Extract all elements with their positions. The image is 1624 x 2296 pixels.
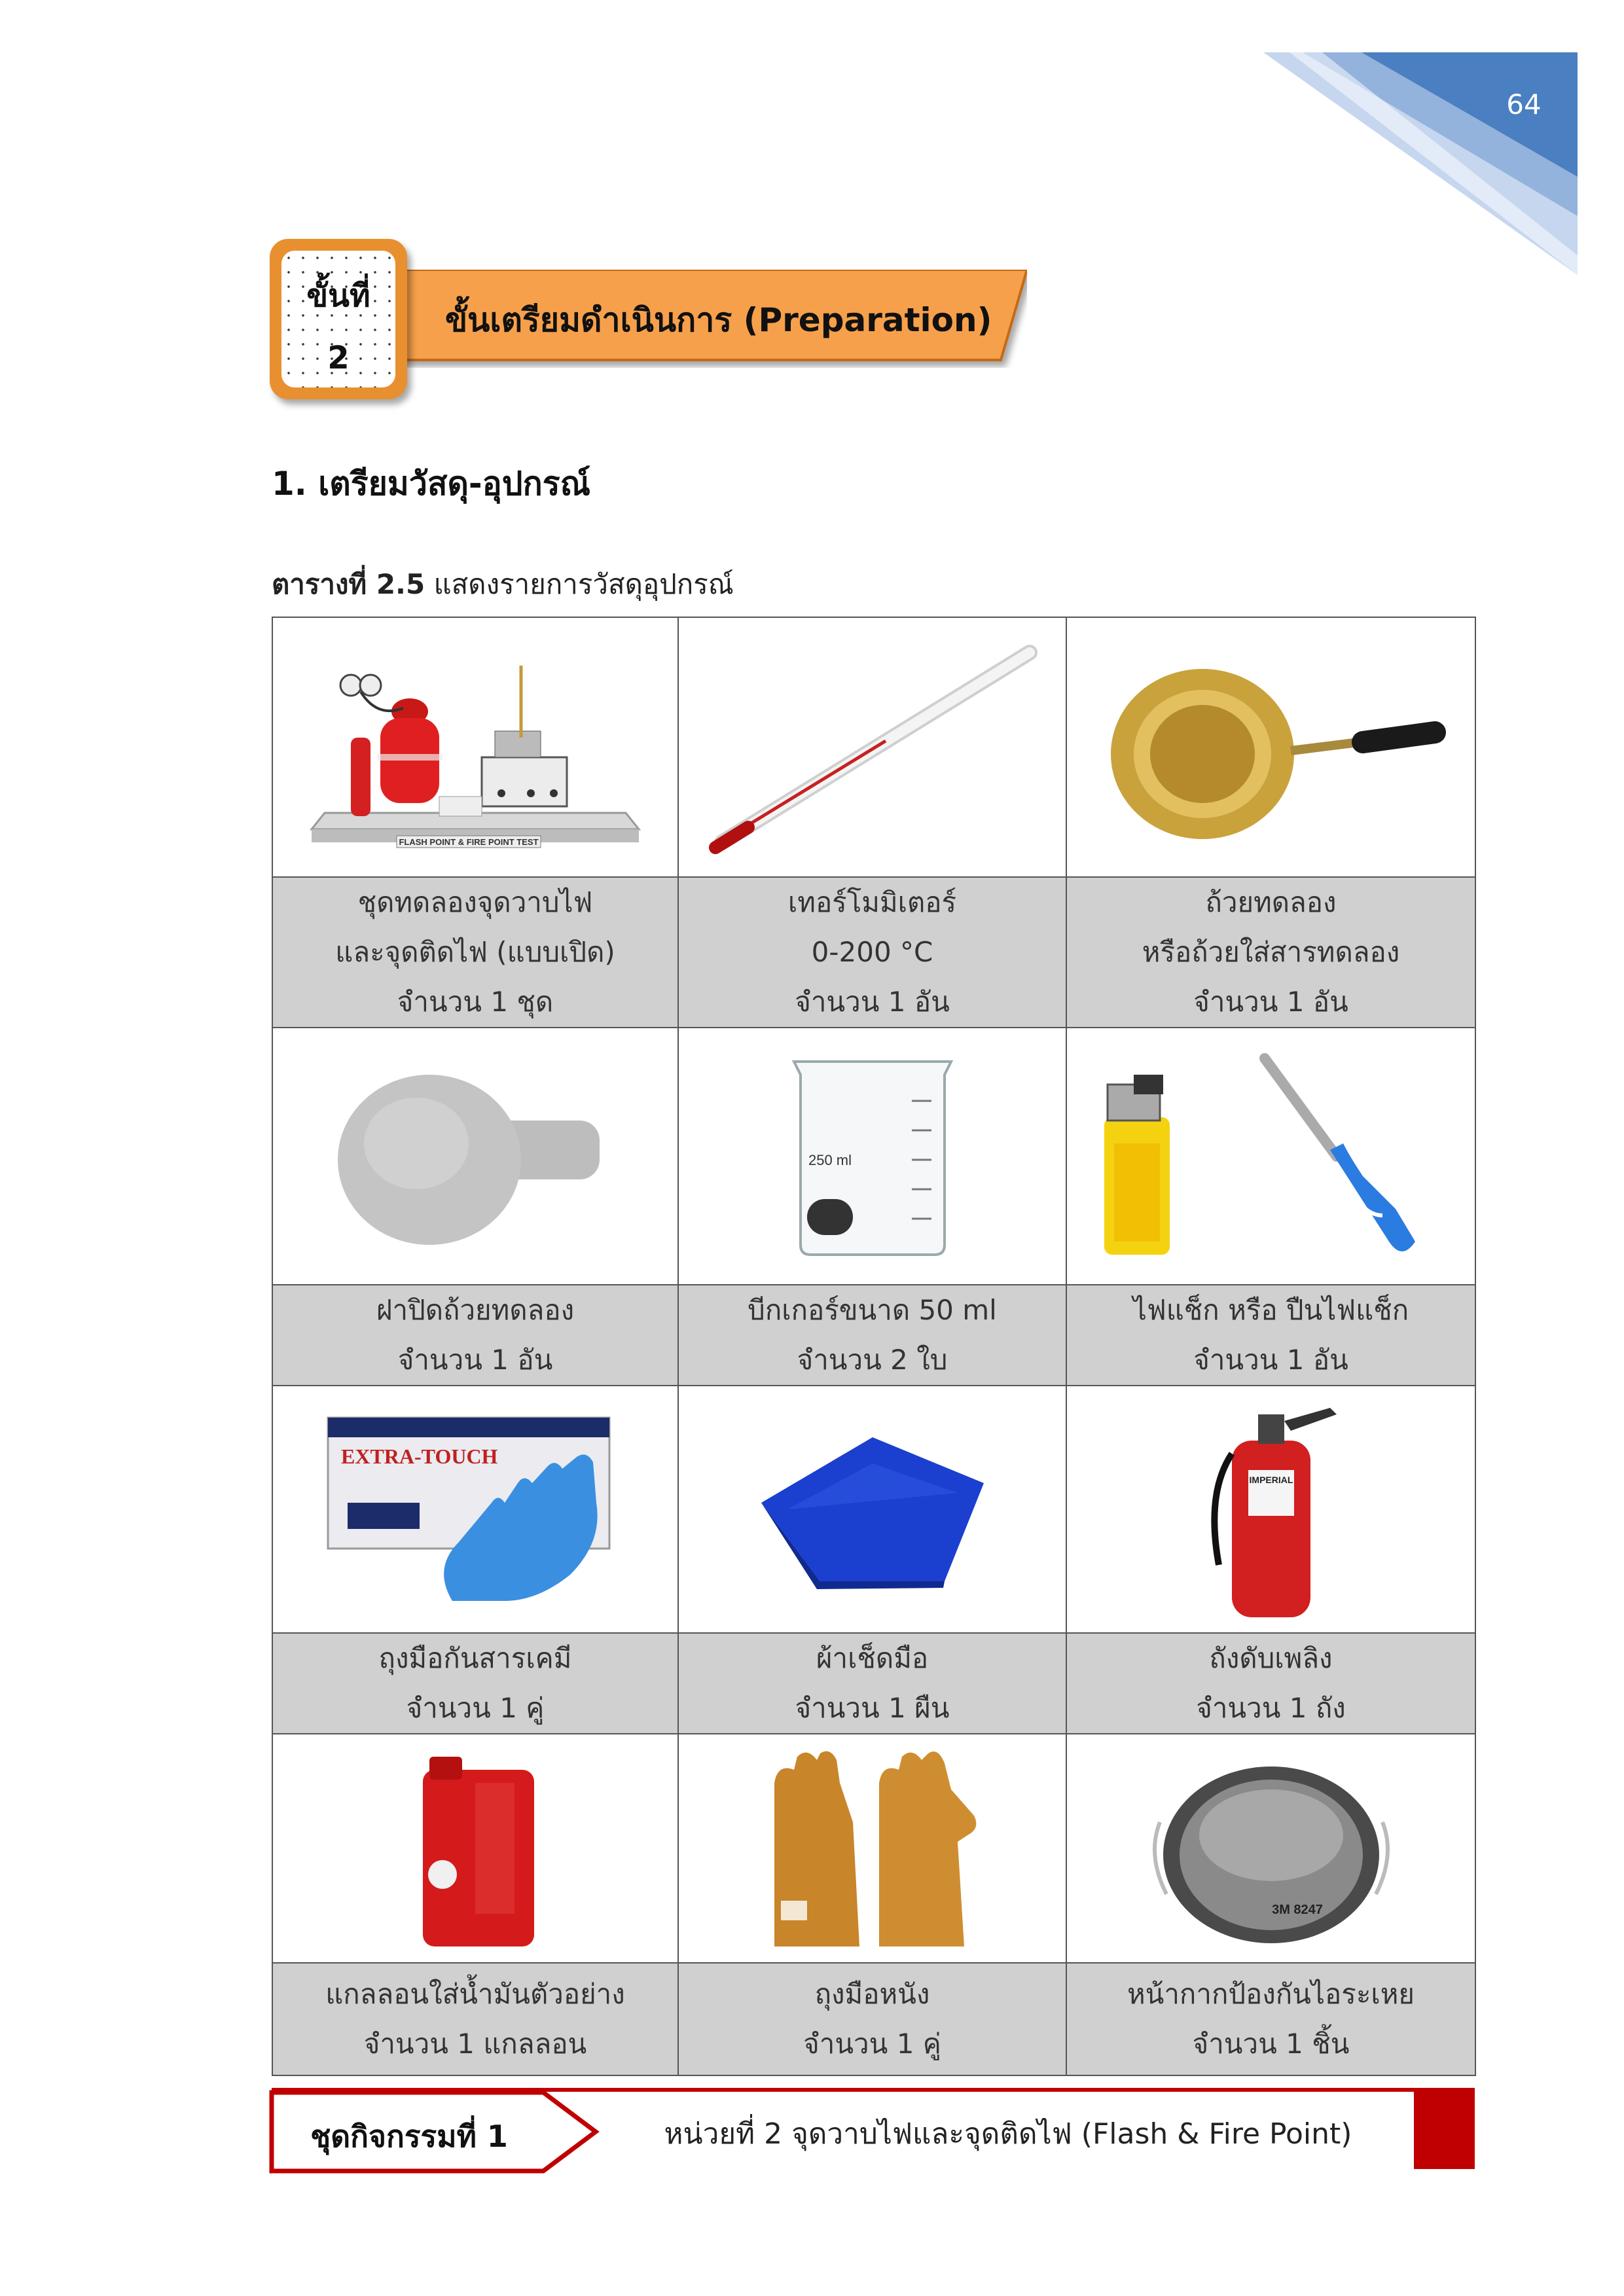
page-number: 64: [1506, 88, 1542, 120]
table-caption-number: ตารางที่ 2.5: [272, 568, 425, 600]
step-digit: 2: [327, 340, 350, 376]
equipment-label: แกลลอนใส่น้ำมันตัวอย่าง จำนวน 1 แกลลอน: [272, 1963, 678, 2075]
footer-red-block: [1414, 2092, 1475, 2169]
towel-icon: [748, 1411, 997, 1607]
equipment-photo-cell: [1066, 1734, 1475, 1963]
corner-decoration: [1263, 52, 1578, 275]
test-cup-icon: [1088, 639, 1454, 855]
equipment-photo-cell: [678, 1386, 1066, 1633]
equipment-photo-cell: [678, 1734, 1066, 1963]
flash-point-apparatus-icon: [305, 639, 645, 855]
thermometer-icon: [689, 639, 1056, 855]
equipment-table: [272, 617, 1476, 2076]
cup-cover-icon: [331, 1058, 619, 1255]
extinguisher-brand-text: IMPERIAL: [1249, 1475, 1293, 1485]
beaker-icon: [768, 1049, 977, 1265]
nitrile-gloves-icon: [321, 1405, 629, 1614]
table-row-images: [272, 1386, 1475, 1633]
table-row-labels: [272, 1633, 1475, 1734]
equipment-photo-cell: [272, 1028, 678, 1285]
beaker-volume-text: 250 ml: [808, 1151, 852, 1168]
respirator-mask-icon: [1140, 1744, 1402, 1953]
equipment-photo-cell: [678, 617, 1066, 877]
equipment-label: ผ้าเช็ดมือ จำนวน 1 ผืน: [678, 1633, 1066, 1734]
fire-extinguisher-icon: [1186, 1395, 1356, 1624]
equipment-photo-cell: [1066, 1028, 1475, 1285]
equipment-label: ไฟแช็ก หรือ ปืนไฟแช็ก จำนวน 1 อัน: [1066, 1285, 1475, 1386]
step-number: [281, 265, 395, 389]
equipment-photo-cell: [272, 617, 678, 877]
equipment-label: ฝาปิดถ้วยทดลอง จำนวน 1 อัน: [272, 1285, 678, 1386]
equipment-label: ถุงมือหนัง จำนวน 1 คู่: [678, 1963, 1066, 2075]
fuel-can-icon: [403, 1744, 547, 1953]
mask-model-text: 3M 8247: [1271, 1903, 1323, 1917]
equipment-label: ชุดทดลองจุดวาบไฟ และจุดติดไฟ (แบบเปิด) จำนวน 1 ชุด: [272, 877, 678, 1028]
equipment-label: บีกเกอร์ขนาด 50 ml จำนวน 2 ใบ: [678, 1285, 1066, 1386]
equipment-photo-cell: [272, 1386, 678, 1633]
apparatus-plate-text: FLASH POINT & FIRE POINT TEST: [399, 836, 539, 847]
footer-unit-text: หน่วยที่ 2 จุดวาบไฟและจุดติดไฟ (Flash & Fire Point): [664, 2117, 1352, 2151]
equipment-photo-cell: [272, 1734, 678, 1963]
equipment-label: ถุงมือกันสารเคมี จำนวน 1 คู่: [272, 1633, 678, 1734]
gloves-box-text: EXTRA-TOUCH: [341, 1444, 498, 1468]
table-row-labels: [272, 1285, 1475, 1386]
step-title: ขั้นเตรียมดำเนินการ (Preparation): [445, 301, 992, 339]
table-row-labels: [272, 877, 1475, 1028]
table-caption: [272, 563, 734, 606]
table-row-images: [272, 1028, 1475, 1285]
leather-gloves-icon: [748, 1744, 997, 1953]
section-title: 1. เตรียมวัสดุ-อุปกรณ์: [272, 465, 590, 503]
equipment-label: ถ้วยทดลอง หรือถ้วยใส่สารทดลอง จำนวน 1 อัน: [1066, 877, 1475, 1028]
equipment-photo-cell: [678, 1028, 1066, 1285]
step-label: ขั้นที่: [306, 278, 370, 314]
equipment-photo-cell: [1066, 1386, 1475, 1633]
equipment-label: เทอร์โมมิเตอร์ 0-200 °C จำนวน 1 อัน: [678, 877, 1066, 1028]
equipment-photo-cell: [1066, 617, 1475, 877]
lighter-icon: [1088, 1045, 1454, 1268]
equipment-label: ถังดับเพลิง จำนวน 1 ถัง: [1066, 1633, 1475, 1734]
footer-activity-label: ชุดกิจกรรมที่ 1: [310, 2119, 508, 2154]
equipment-label: หน้ากากป้องกันไอระเหย จำนวน 1 ชิ้น: [1066, 1963, 1475, 2075]
table-caption-text: แสดงรายการวัสดุอุปกรณ์: [425, 568, 734, 600]
table-row-images: [272, 1734, 1475, 1963]
table-row-images: [272, 617, 1475, 877]
table-row-labels: [272, 1963, 1475, 2075]
